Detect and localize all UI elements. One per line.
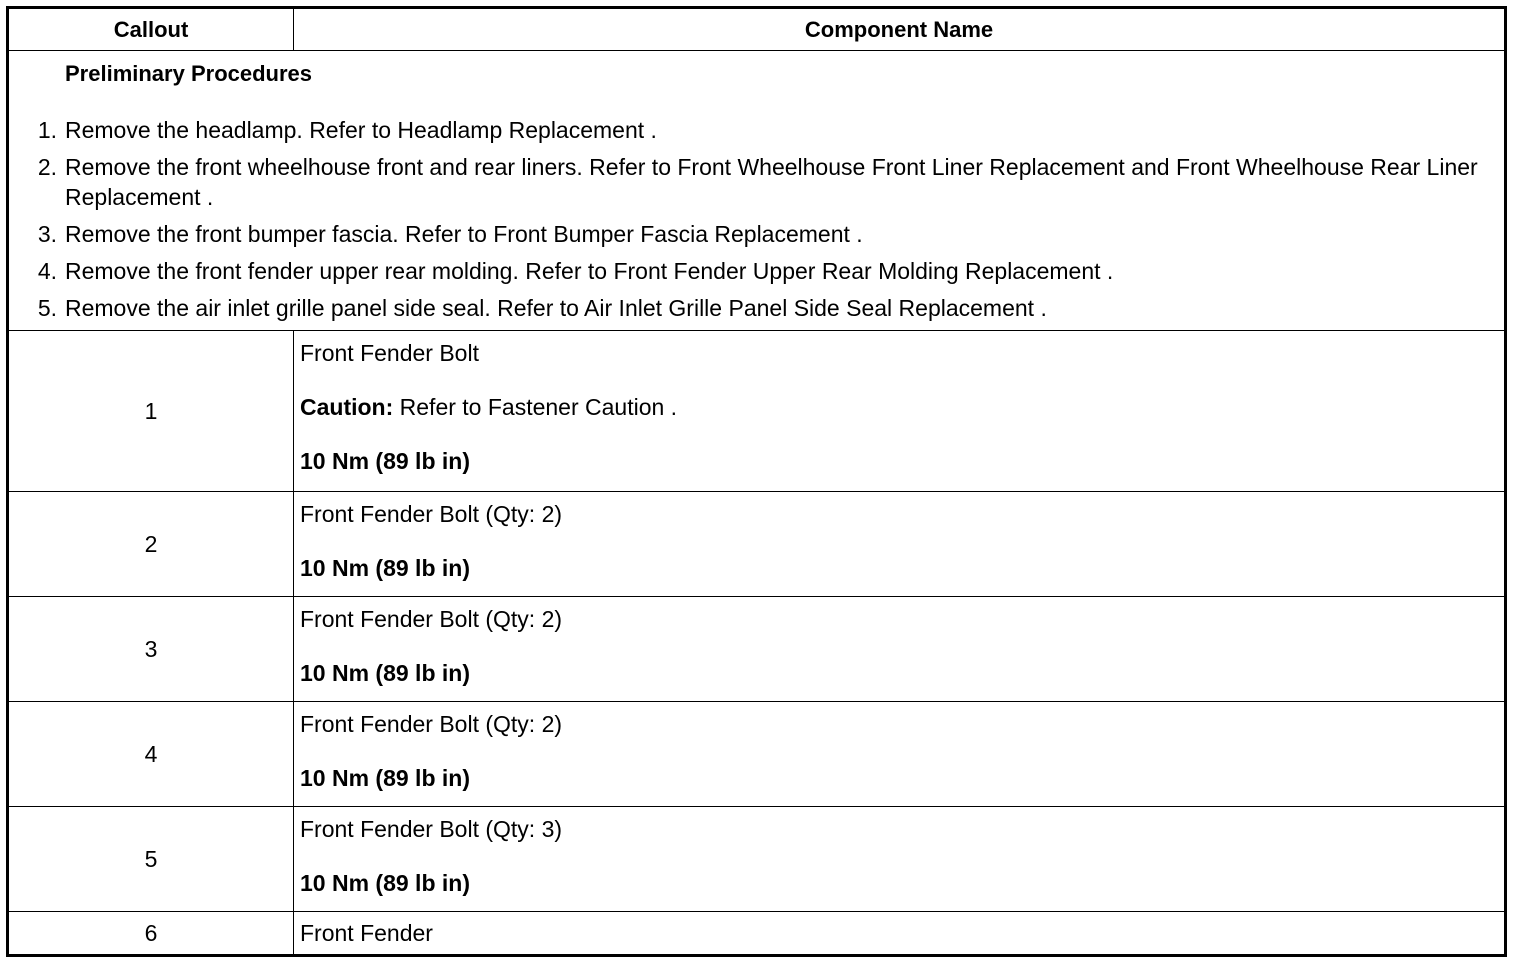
component-cell: [294, 492, 1506, 597]
callout-number: 1: [8, 331, 294, 492]
header-component-name: Component Name: [294, 8, 1506, 51]
step-number: 1.: [37, 117, 57, 143]
component-cell: [294, 702, 1506, 807]
step-number: 3.: [37, 221, 57, 247]
torque-spec: 10 Nm (89 lb in): [300, 870, 470, 896]
component-name: Front Fender Bolt (Qty: 2): [300, 606, 563, 632]
step-text: Remove the front wheelhouse front and rear liners. Refer to Front Wheelhouse Front Liner Replacement and Front Wheelhouse Rear Liner Replacement .: [65, 154, 1478, 210]
table-row: [8, 492, 1506, 597]
step-number: 4.: [37, 258, 57, 284]
step-text: Remove the front bumper fascia. Refer to Front Bumper Fascia Replacement .: [65, 221, 863, 247]
component-cell: [294, 807, 1506, 912]
component-table: [6, 6, 1507, 957]
preliminary-title: Preliminary Procedures: [65, 61, 313, 86]
torque-spec: 10 Nm (89 lb in): [300, 660, 470, 686]
table-row: [8, 331, 1506, 492]
preliminary-step: [9, 152, 1504, 212]
component-name: Front Fender Bolt (Qty: 2): [300, 501, 563, 527]
torque-spec: 10 Nm (89 lb in): [300, 765, 470, 791]
component-name: Front Fender Bolt (Qty: 3): [300, 816, 563, 842]
component-cell: [294, 597, 1506, 702]
header-callout: Callout: [8, 8, 294, 51]
preliminary-row: [8, 51, 1506, 331]
callout-number: 3: [8, 597, 294, 702]
preliminary-step: [9, 115, 1504, 145]
step-text: Remove the air inlet grille panel side seal. Refer to Air Inlet Grille Panel Side Seal Replacement .: [65, 295, 1047, 321]
callout-number: 6: [8, 912, 294, 956]
step-number: 5.: [37, 295, 57, 321]
preliminary-step: [9, 293, 1504, 323]
torque-spec: 10 Nm (89 lb in): [300, 448, 470, 474]
caution-text: Refer to Fastener Caution .: [393, 394, 678, 420]
component-name: Front Fender Bolt: [300, 340, 479, 366]
table-header-row: [8, 8, 1506, 51]
step-text: Remove the headlamp. Refer to Headlamp Replacement .: [65, 117, 657, 143]
callout-number: 4: [8, 702, 294, 807]
component-cell: [294, 912, 1506, 956]
component-name: Front Fender Bolt (Qty: 2): [300, 711, 563, 737]
table-row: [8, 702, 1506, 807]
caution-label: Caution:: [300, 394, 394, 420]
step-text: Remove the front fender upper rear molding. Refer to Front Fender Upper Rear Molding Replacement .: [65, 258, 1114, 284]
callout-number: 5: [8, 807, 294, 912]
torque-spec: 10 Nm (89 lb in): [300, 555, 470, 581]
preliminary-step: [9, 256, 1504, 286]
preliminary-steps: [9, 115, 1504, 323]
table-row: [8, 912, 1506, 956]
table-row: [8, 597, 1506, 702]
preliminary-procedures: [8, 51, 1506, 331]
step-number: 2.: [37, 154, 57, 180]
preliminary-step: [9, 219, 1504, 249]
component-name: Front Fender: [300, 920, 433, 946]
caution-note: [300, 393, 1504, 421]
table-row: [8, 807, 1506, 912]
callout-number: 2: [8, 492, 294, 597]
component-cell: [294, 331, 1506, 492]
